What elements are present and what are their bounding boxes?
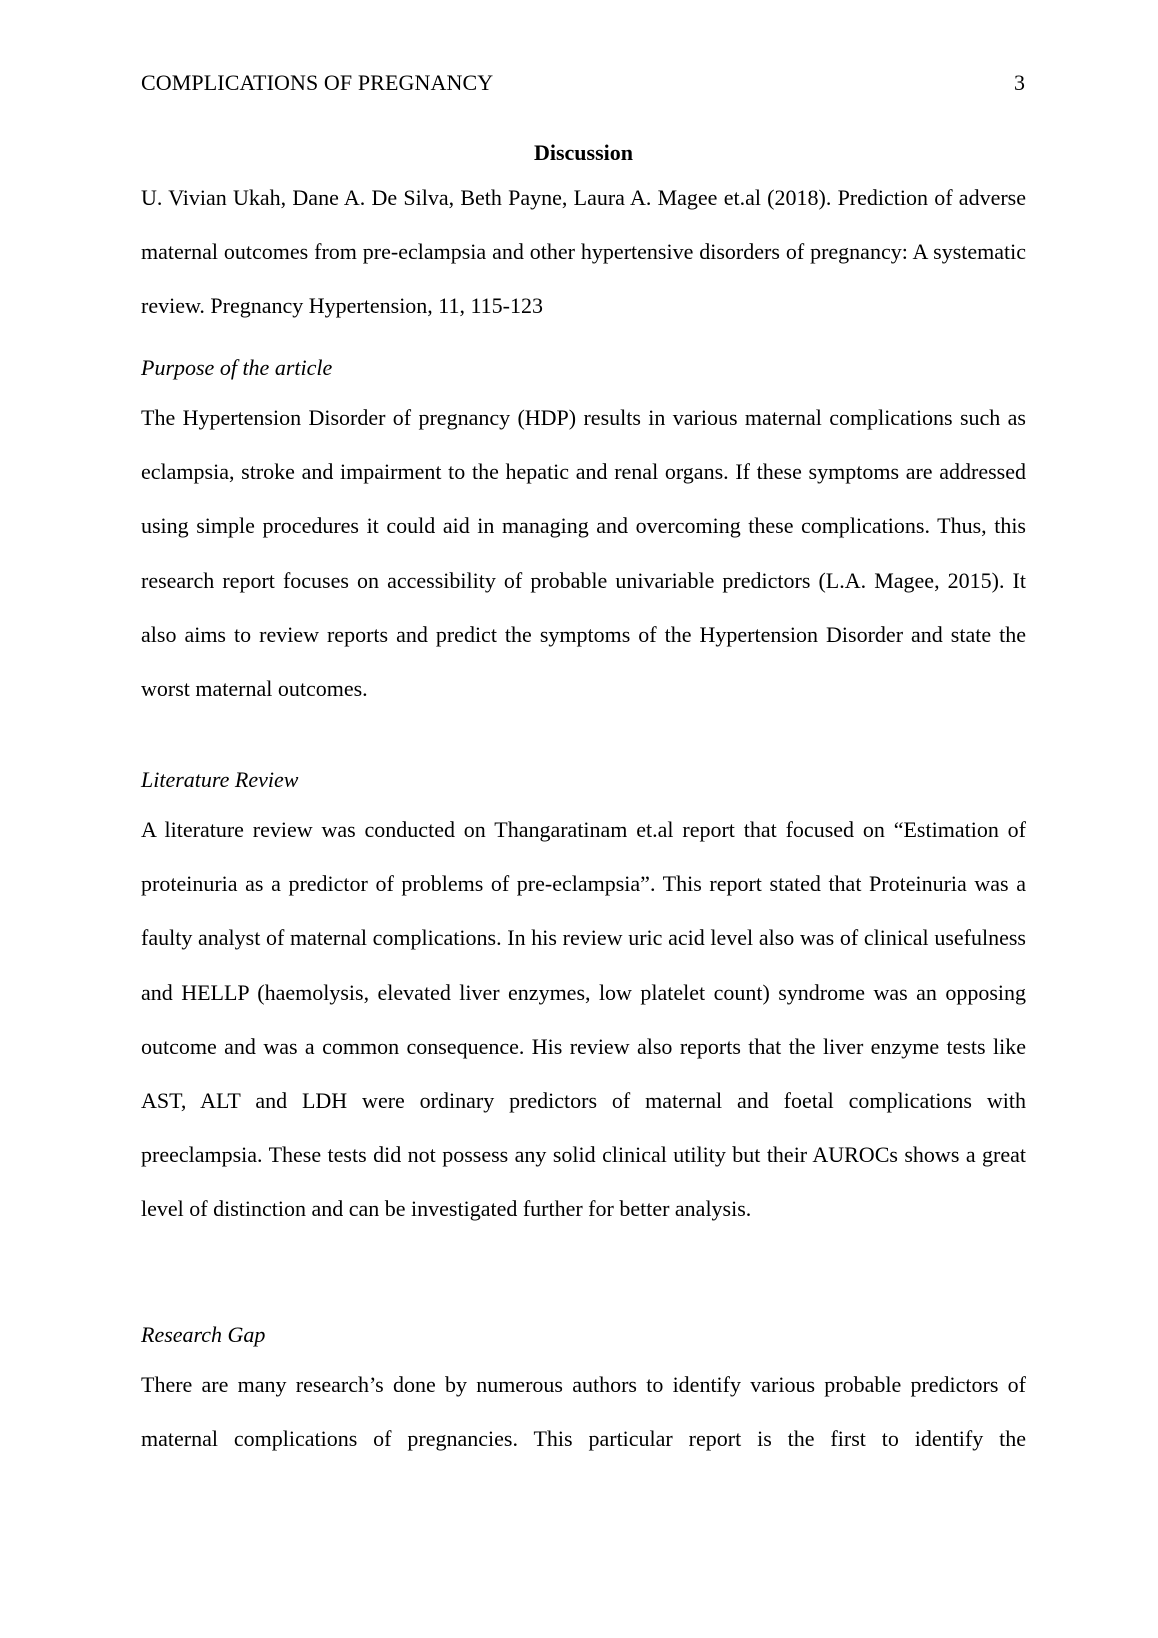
purpose-heading: Purpose of the article — [141, 355, 333, 380]
section-title: Discussion — [533, 140, 634, 165]
citation-paragraph: U. Vivian Ukah, Dane A. De Silva, Beth Payne, Laura A. Magee et.al (2018). Prediction of adverse maternal outcomes from pre-eclampsia and other hypertensive disorders of pregnancy: A systematic review. Pregnancy Hypertension, 11, 115-123 — [141, 185, 1026, 319]
running-head: COMPLICATIONS OF PREGNANCY — [141, 70, 494, 95]
page-number: 3 — [1014, 70, 1025, 95]
research-gap-heading: Research Gap — [141, 1322, 266, 1347]
research-gap-paragraph: There are many research’s done by numerous authors to identify various probable predictors of maternal complications of pregnancies. This particular report is the first to identify the — [141, 1372, 1026, 1452]
literature-heading: Literature Review — [141, 767, 299, 792]
purpose-paragraph: The Hypertension Disorder of pregnancy (HDP) results in various maternal complications such as eclampsia, stroke and impairment to the hepatic and renal organs. If these symptoms are addressed using simple procedures it could aid in managing and overcoming these complications. Thus, this research report focuses on accessibility of probable univariable predictors (L.A. Magee, 2015). It also aims to review reports and predict the symptoms of the Hypertension Disorder and state the worst maternal outcomes. — [141, 405, 1026, 702]
literature-paragraph: A literature review was conducted on Thangaratinam et.al report that focused on “Estimation of proteinuria as a predictor of problems of pre-eclampsia”. This report stated that Proteinuria was a faulty analyst of maternal complications. In his review uric acid level also was of clinical usefulness and HELLP (haemolysis, elevated liver enzymes, low platelet count) syndrome was an opposing outcome and was a common consequence. His review also reports that the liver enzyme tests like AST, ALT and LDH were ordinary predictors of maternal and foetal complications with preeclampsia. These tests did not possess any solid clinical utility but their AUROCs shows a great level of distinction and can be investigated further for better analysis. — [141, 817, 1026, 1222]
